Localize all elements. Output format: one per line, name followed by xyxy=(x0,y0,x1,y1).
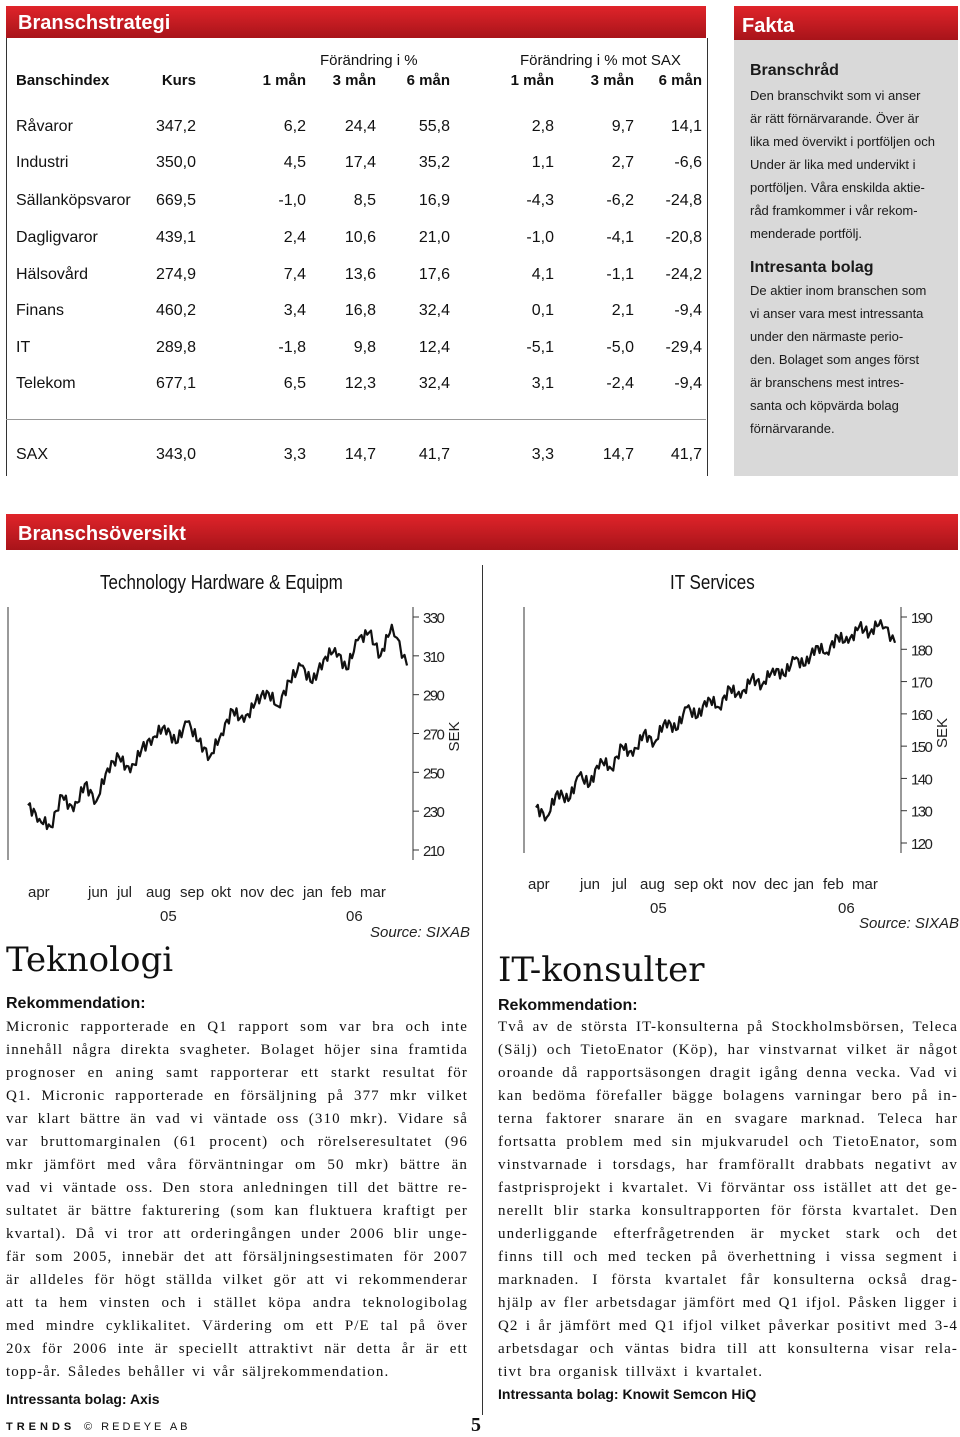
footer-trends: TRENDS xyxy=(6,1421,76,1433)
fakta-line: portföljen. Våra enskilda aktie- xyxy=(750,180,925,195)
table-row-cell-0: Telekom xyxy=(16,375,76,392)
itcons-rec-label: Rekommendation: xyxy=(498,997,638,1014)
table-row-cell-3: 9,8 xyxy=(353,339,376,356)
body-line: finns till och med tecken på överhettning i vissa segment i xyxy=(498,1249,958,1265)
y-tick-label: 210 xyxy=(423,843,445,860)
x-tick-label: jan xyxy=(303,884,324,901)
y-tick-label: 120 xyxy=(911,836,933,853)
table-row-cell-3: 24,4 xyxy=(344,118,376,135)
sax-row-cell-7: 41,7 xyxy=(670,446,702,463)
fakta-line: under den närmaste perio- xyxy=(750,329,904,344)
table-row-cell-3: 13,6 xyxy=(344,266,376,283)
body-line: (Sälj) och TietoEnator (Köp), har vinstvarnat vilket är något xyxy=(498,1042,958,1058)
fakta-line: santa och köpvärda bolag xyxy=(750,398,899,413)
table-row-cell-5: 0,1 xyxy=(531,302,554,319)
group-header-change-vs-sax: Förändring i % mot SAX xyxy=(520,52,681,69)
table-row-cell-4: 21,0 xyxy=(418,229,450,246)
fakta-line: Den branschvikt som vi anser xyxy=(750,88,921,103)
year-label: 05 xyxy=(650,900,667,917)
table-row-cell-3: 10,6 xyxy=(344,229,376,246)
tech-interesting: Intressanta bolag: Axis xyxy=(6,1391,160,1407)
body-line: arbetsdagar och väntas bidra till att konsulterna visar rela- xyxy=(498,1341,958,1357)
table-row-cell-6: 9,7 xyxy=(611,118,634,135)
body-line: Micronic rapporterade en Q1 rapport som var bra och inte xyxy=(6,1019,468,1035)
y-axis-label: SEK xyxy=(446,721,463,752)
fakta-heading-bolag: Intresanta bolag xyxy=(750,259,874,276)
y-tick-label: 170 xyxy=(911,674,933,692)
page-number: 5 xyxy=(471,1414,481,1436)
header-row-cell-3: 3 mån xyxy=(332,72,376,89)
fakta-line: är rätt förnärvarande. Över är xyxy=(750,111,920,126)
table-row-cell-4: 35,2 xyxy=(418,154,450,171)
itcons-heading: IT-konsulter xyxy=(498,950,705,990)
x-tick-label: jan xyxy=(794,876,815,893)
body-line: var bruttomarginalen (61 procent) och rörelseresultatet (96 xyxy=(6,1134,468,1150)
table-row-cell-5: -4,3 xyxy=(526,192,554,209)
body-line: fastprisprojekt i kvartalet. Vi förväntar oss istället att det ge- xyxy=(498,1180,958,1196)
year-label: 05 xyxy=(160,908,177,925)
fakta-title: Fakta xyxy=(734,6,958,40)
x-tick-label: okt xyxy=(703,876,724,893)
table-row-cell-7: -24,8 xyxy=(665,192,702,209)
body-line: nerellt blir starka konsultrapporten för första kvartalet. Den xyxy=(498,1203,958,1219)
body-line: fär som 2005, innebär det att försäljningsestimaten för 2007 xyxy=(6,1249,468,1265)
table-row-cell-1: 460,2 xyxy=(155,302,196,319)
table-row-cell-4: 55,8 xyxy=(418,118,450,135)
fakta-line: vi anser vara mest intressanta xyxy=(750,306,924,321)
table-row-cell-2: 6,5 xyxy=(283,375,306,392)
body-line: innehåll några direkta svagheter. Bolaget höjer sina framtida xyxy=(6,1042,468,1058)
x-tick-label: jul xyxy=(117,884,133,901)
series-line xyxy=(28,625,407,829)
header-row-cell-2: 1 mån xyxy=(262,72,306,89)
table-row-cell-4: 12,4 xyxy=(418,339,450,356)
table-row-cell-4: 32,4 xyxy=(418,375,450,392)
table-row-cell-3: 8,5 xyxy=(353,192,376,209)
y-tick-label: 130 xyxy=(911,803,933,821)
table-row-cell-5: -1,0 xyxy=(526,229,554,246)
x-tick-label: apr xyxy=(528,876,550,893)
y-tick-label: 330 xyxy=(423,610,445,627)
table-row xyxy=(0,154,720,174)
table-row-cell-4: 17,6 xyxy=(418,266,450,283)
table-row-cell-2: -1,8 xyxy=(278,339,306,356)
table-row-cell-3: 16,8 xyxy=(344,302,376,319)
table-row-cell-5: 4,1 xyxy=(531,266,554,283)
x-tick-label: okt xyxy=(211,884,232,901)
table-row xyxy=(0,118,720,138)
table-row xyxy=(0,266,720,286)
table-row-cell-0: Dagligvaror xyxy=(16,229,98,246)
table-row xyxy=(0,229,720,249)
header-row-cell-7: 6 mån xyxy=(658,72,702,89)
overview-title-bar xyxy=(6,514,958,550)
x-tick-label: jul xyxy=(612,876,628,893)
table-row-cell-2: 4,5 xyxy=(283,154,306,171)
table-row-cell-6: -4,1 xyxy=(606,229,634,246)
header-row-cell-0: Banschindex xyxy=(16,72,110,89)
body-line: tivt bra organisk tillväxt i kvartalet. xyxy=(498,1364,764,1380)
body-line: vinstvarnade i torsdags, har framförallt drabbats negativt av xyxy=(498,1157,958,1173)
y-tick-label: 310 xyxy=(423,648,445,666)
sax-row-cell-5: 3,3 xyxy=(531,446,554,463)
body-line: terna faktorer snarare än en svagare marknad. Teleca har xyxy=(498,1111,958,1127)
table-row-cell-0: Industri xyxy=(16,154,69,171)
body-line: vad vi väntade oss. Den stora anledningen till det bättre re- xyxy=(6,1180,468,1196)
y-tick-label: 190 xyxy=(911,610,933,627)
fakta-line: förnärvarande. xyxy=(750,421,835,436)
body-line: var klart bättre än vad vi väntade oss (310 mkr). Vidare så xyxy=(6,1111,468,1127)
table-row-cell-5: 1,1 xyxy=(531,154,554,171)
x-tick-label: feb xyxy=(823,876,844,893)
table-row-cell-5: 3,1 xyxy=(531,375,554,392)
table-row xyxy=(0,375,720,395)
body-line: underliggande efterfrågetrenden är mycket stark och det xyxy=(498,1226,958,1242)
body-line: 20x för 2006 inte är speciellt attraktivt när detta år är ett xyxy=(6,1341,468,1357)
x-tick-label: jun xyxy=(580,876,601,893)
table-row-cell-7: -6,6 xyxy=(674,154,702,171)
year-label: 06 xyxy=(838,900,855,917)
sax-row-cell-6: 14,7 xyxy=(602,446,634,463)
fakta-line: råd framkommer i vår rekom- xyxy=(750,203,918,218)
table-row-cell-7: 14,1 xyxy=(670,118,702,135)
x-tick-label: jun xyxy=(88,884,109,901)
table-row-cell-1: 677,1 xyxy=(155,375,196,392)
table-row-cell-2: 3,4 xyxy=(283,302,306,319)
fakta-line: den. Bolaget som anges först xyxy=(750,352,920,367)
x-tick-label: apr xyxy=(28,884,50,901)
header-row xyxy=(0,72,720,92)
sax-row-cell-0: SAX xyxy=(16,446,49,463)
chart2-title: IT Services xyxy=(670,572,755,594)
table-row xyxy=(0,192,720,212)
table-row-cell-3: 12,3 xyxy=(344,375,376,392)
fakta-line: Under är lika med undervikt i xyxy=(750,157,916,172)
y-tick-label: 290 xyxy=(423,687,445,705)
body-line: hjälp av fler arbetsdagar jämfört med Q1 ifjol. Påsken ligger i xyxy=(498,1295,958,1311)
table-row-cell-1: 669,5 xyxy=(155,192,196,209)
y-tick-label: 270 xyxy=(423,726,445,744)
strategy-table-frame xyxy=(6,38,708,476)
table-row-cell-0: Sällanköpsvaror xyxy=(16,192,131,209)
body-line: att ta hem vinsten och i stället köpa andra teknologibolag xyxy=(6,1295,468,1311)
series-line xyxy=(536,620,895,820)
x-tick-label: aug xyxy=(640,876,666,893)
x-tick-label: nov xyxy=(240,884,265,901)
itcons-interesting: Intressanta bolag: Knowit Semcon HiQ xyxy=(498,1386,757,1402)
body-line: marknaden. I första kvartalet får konsulterna också drag- xyxy=(498,1272,958,1288)
y-tick-label: 140 xyxy=(911,771,933,789)
source-label: Source: SIXAB xyxy=(859,915,960,932)
table-row-cell-7: -9,4 xyxy=(674,375,702,392)
table-row-cell-7: -29,4 xyxy=(665,339,702,356)
table-row-cell-2: 7,4 xyxy=(283,266,306,283)
body-line: Q2 i år jämfört med Q1 ifjol vilket påverkar positivt med 3-4 xyxy=(498,1318,958,1334)
x-tick-label: dec xyxy=(270,884,295,901)
table-row-cell-6: -2,4 xyxy=(606,375,634,392)
table-row-cell-6: -5,0 xyxy=(606,339,634,356)
table-row-cell-7: -24,2 xyxy=(665,266,702,283)
table-row xyxy=(0,339,720,359)
table-row-cell-4: 32,4 xyxy=(418,302,450,319)
table-row-cell-1: 350,0 xyxy=(155,154,196,171)
y-tick-label: 160 xyxy=(911,706,933,724)
header-row-cell-1: Kurs xyxy=(161,72,196,89)
strategy-title-bar xyxy=(6,6,706,38)
body-line: sultatet är bättre fakturering (som kan fluktuera kraftigt per xyxy=(6,1203,468,1219)
chart1-title: Technology Hardware & Equipm xyxy=(100,572,343,594)
x-tick-label: nov xyxy=(732,876,757,893)
table-row-cell-0: Råvaror xyxy=(16,118,73,135)
table-row-cell-0: Finans xyxy=(16,302,65,319)
table-row xyxy=(0,302,720,322)
y-tick-label: 180 xyxy=(911,642,933,660)
chart-divider xyxy=(482,565,483,1415)
table-row-cell-0: IT xyxy=(16,339,31,356)
table-row-cell-5: -5,1 xyxy=(526,339,554,356)
table-row-cell-7: -20,8 xyxy=(665,229,702,246)
body-line: Två av de största IT-konsulterna på Stockholmsbörsen, Teleca xyxy=(498,1019,958,1035)
x-tick-label: feb xyxy=(331,884,352,901)
fakta-line: lika med övervikt i portföljen och xyxy=(750,134,935,149)
sax-row-cell-3: 14,7 xyxy=(344,446,376,463)
table-row-cell-3: 17,4 xyxy=(344,154,376,171)
chart1-svg xyxy=(0,595,480,940)
x-tick-label: mar xyxy=(852,876,878,893)
table-row-cell-0: Hälsovård xyxy=(16,266,89,283)
chart2-svg xyxy=(484,595,960,940)
body-line: kan bedöma förefaller bägge bolagens varningar bero på in- xyxy=(498,1088,958,1104)
y-tick-label: 250 xyxy=(423,765,445,783)
fakta-line: är branschens mest intres- xyxy=(750,375,904,390)
body-line: kvartal). Då vi tror att orderingången under 2006 blir unge- xyxy=(6,1226,468,1242)
table-row-cell-1: 289,8 xyxy=(155,339,196,356)
sax-row-cell-1: 343,0 xyxy=(155,446,196,463)
body-line: med mindre cyklikalitet. Värdering om ett P/E tal på över xyxy=(6,1318,468,1334)
body-line: mkr jämfört med våra förväntningar om 50 mkr) bättre än xyxy=(6,1157,468,1173)
table-row-cell-5: 2,8 xyxy=(531,118,554,135)
body-line: topp-år. Således behåller vi vår säljrekommendation. xyxy=(6,1364,390,1380)
fakta-line: De aktier inom branschen som xyxy=(750,283,927,298)
table-row-cell-1: 347,2 xyxy=(155,118,196,135)
table-row-cell-2: 2,4 xyxy=(283,229,306,246)
table-row-cell-6: 2,1 xyxy=(611,302,634,319)
table-row-cell-1: 439,1 xyxy=(155,229,196,246)
tech-rec-label: Rekommendation: xyxy=(6,995,146,1012)
body-line: prognoser en aning samt rapporterar ett starkt resultat för xyxy=(6,1065,468,1081)
source-label: Source: SIXAB xyxy=(370,924,471,940)
x-tick-label: sep xyxy=(180,884,205,901)
table-row-cell-2: 6,2 xyxy=(283,118,306,135)
x-tick-label: dec xyxy=(764,876,789,893)
year-label: 06 xyxy=(346,908,363,925)
footer-copyright: © REDEYE AB xyxy=(84,1421,191,1433)
header-row-cell-6: 3 mån xyxy=(590,72,634,89)
tech-body xyxy=(6,1016,468,1384)
fakta-heading-branschrad: Branschråd xyxy=(750,62,839,79)
table-row-cell-6: 2,7 xyxy=(611,154,634,171)
y-tick-label: 230 xyxy=(423,804,445,822)
x-tick-label: mar xyxy=(360,884,386,901)
overview-title: Branschsöversikt xyxy=(18,523,186,545)
sax-row xyxy=(0,446,720,466)
strategy-title: Branschstrategi xyxy=(18,12,171,34)
body-line: är alldeles för högt ställda vilket gör att vi rekommenderar xyxy=(6,1272,468,1288)
strategy-divider xyxy=(6,419,706,420)
x-tick-label: sep xyxy=(674,876,699,893)
header-row-cell-5: 1 mån xyxy=(510,72,554,89)
table-row-cell-4: 16,9 xyxy=(418,192,450,209)
header-row-cell-4: 6 mån xyxy=(406,72,450,89)
table-row-cell-6: -1,1 xyxy=(606,266,634,283)
y-axis-label: SEK xyxy=(934,717,951,748)
body-line: oroande då rapportsäsongen dragit igång denna vecka. Vad vi xyxy=(498,1065,958,1081)
itcons-body xyxy=(498,1016,958,1384)
table-row-cell-6: -6,2 xyxy=(606,192,634,209)
fakta-line: menderade portfölj. xyxy=(750,226,863,241)
body-line: Q1. Micronic rapporterade en försäljning på 377 mkr vilket xyxy=(6,1088,468,1104)
sax-row-cell-2: 3,3 xyxy=(283,446,306,463)
group-header-change: Förändring i % xyxy=(320,52,418,69)
x-tick-label: aug xyxy=(146,884,172,901)
fakta-box xyxy=(734,6,958,476)
y-tick-label: 150 xyxy=(911,739,933,757)
table-row-cell-1: 274,9 xyxy=(155,266,196,283)
table-row-cell-2: -1,0 xyxy=(278,192,306,209)
body-line: fortsatta problem med sin mjukvarudel och TietoEnator, som xyxy=(498,1134,958,1150)
table-row-cell-7: -9,4 xyxy=(674,302,702,319)
sax-row-cell-4: 41,7 xyxy=(418,446,450,463)
tech-heading: Teknologi xyxy=(6,940,174,980)
